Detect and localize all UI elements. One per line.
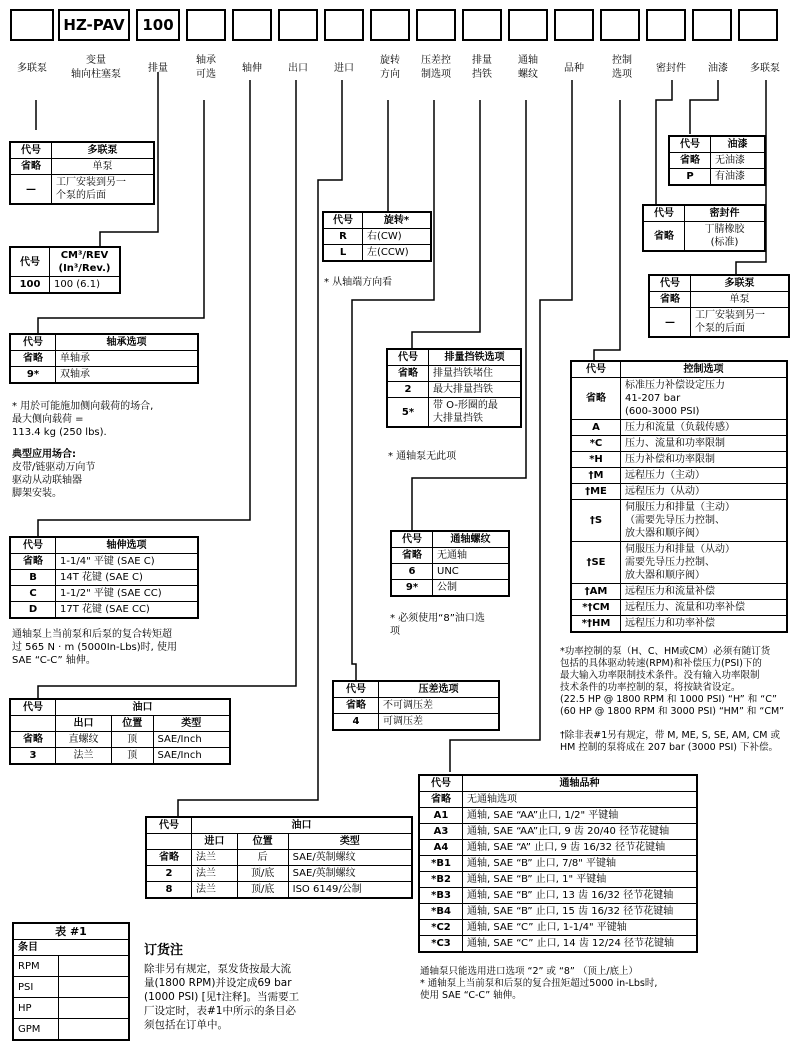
cell: GPM [13, 1019, 59, 1041]
cell: 丁腈橡胶 (标准) [685, 222, 766, 252]
label-bearing: 轴承 可选 [196, 55, 216, 80]
cell: 5* [387, 398, 429, 428]
app-title: 典型应用场合: [12, 449, 76, 460]
cell: 省略 [419, 792, 463, 808]
cell: 100 [10, 277, 50, 294]
cell: 单泵 [691, 292, 790, 308]
cell: 省略 [10, 732, 56, 748]
cell: 右(CW) [363, 229, 432, 245]
code-box-stop[interactable] [462, 9, 502, 41]
label-inlet: 进口 [334, 63, 354, 74]
cell: 无通轴 [433, 548, 510, 564]
cell: 通轴, SAE “C” 止口, 1-1/4" 平键轴 [463, 920, 698, 936]
label-outlet: 出口 [288, 63, 308, 74]
th-title: 油口 [56, 699, 231, 716]
cell: RPM [13, 956, 59, 977]
cell: 1-1/2" 平键 (SAE CC) [56, 586, 199, 602]
input-psi[interactable] [59, 977, 130, 998]
th-code: 代号 [10, 334, 56, 351]
code-box-comp[interactable] [416, 9, 456, 41]
th-title: 通轴螺纹 [433, 531, 510, 548]
th-code: 代号 [10, 247, 50, 277]
table-rotation [322, 211, 432, 262]
cell: 压力、流量和功率限制 [621, 436, 788, 452]
table-bearing [9, 333, 199, 384]
cell: P [669, 169, 711, 186]
cell: 法兰 [56, 748, 112, 765]
cell: 不可调压差 [379, 698, 500, 714]
table-paint [668, 135, 766, 186]
input-hp[interactable] [59, 998, 130, 1019]
cell: 左(CCW) [363, 245, 432, 262]
cell: 省略 [649, 292, 691, 308]
cell: 法兰 [192, 882, 238, 899]
cell: 最大排量挡铁 [429, 382, 522, 398]
th-code: 代号 [643, 205, 685, 222]
cell: 工厂安装到另一 个泵的后面 [52, 175, 155, 205]
cell: 省略 [10, 554, 56, 570]
cell: 100 (6.1) [50, 277, 121, 294]
app-text: 皮带/链驱动万向节 驱动从动联轴器 脚架安装。 [12, 462, 96, 499]
cell: ISO 6149/公制 [288, 882, 412, 899]
th-code: 代号 [649, 275, 691, 292]
cell: 1-1/4" 平键 (SAE C) [56, 554, 199, 570]
cell: 省略 [10, 351, 56, 367]
code-box-paint[interactable] [692, 9, 732, 41]
code-box-variety[interactable] [554, 9, 594, 41]
order-text: 除非另有规定，泵发货按最大流 量(1800 RPM)并设定成69 bar (1000 PSI) [见†注释]。当需要工 厂设定时，表#1中所示的条目必 须包括在订单中。 [144, 963, 300, 1031]
cell: 省略 [333, 698, 379, 714]
cell: L [323, 245, 363, 262]
cell: 远程压力和功率补偿 [621, 616, 788, 633]
cell: 省略 [571, 378, 621, 420]
code-box-multi2[interactable] [738, 9, 778, 41]
cell: 8 [146, 882, 192, 899]
cell: 通轴, SAE “A” 止口, 9 齿 16/32 径节花键轴 [463, 840, 698, 856]
label-seal: 密封件 [656, 63, 686, 74]
cell: 双轴承 [56, 367, 199, 384]
cell: D [10, 602, 56, 619]
cell: 通轴, SAE “B” 止口, 7/8" 平键轴 [463, 856, 698, 872]
code-box-inlet[interactable] [324, 9, 364, 41]
cell: 远程压力、流量和功率补偿 [621, 600, 788, 616]
table-multi [9, 141, 155, 205]
th-title: 表 #1 [13, 923, 129, 940]
cell: *B3 [419, 888, 463, 904]
th-code: 代号 [10, 699, 56, 716]
th-sub: 条目 [13, 940, 129, 956]
label-displacement: 排量 [148, 63, 168, 74]
th-code: 代号 [391, 531, 433, 548]
cell: †AM [571, 584, 621, 600]
cell: *†HM [571, 616, 621, 633]
cell: PSI [13, 977, 59, 998]
cell: *C2 [419, 920, 463, 936]
code-box-rotation[interactable] [370, 9, 410, 41]
table-1 [12, 922, 130, 1041]
cell: 伺服压力和排量（主动） （需要先导压力控制、 放大器和顺序阀） [621, 500, 788, 542]
label-multi2: 多联泵 [750, 63, 780, 74]
cell: SAE/英制螺纹 [288, 866, 412, 882]
th-code: 代号 [387, 349, 429, 366]
cell: 标准压力补偿设定压力 41-207 bar (600-3000 PSI) [621, 378, 788, 420]
label-rotation: 旋转 方向 [380, 55, 400, 80]
th-code: 代号 [333, 681, 379, 698]
cell: 带 O-形圈的最 大排量挡铁 [429, 398, 522, 428]
label-control: 控制 选项 [612, 55, 632, 80]
th-title: 多联泵 [691, 275, 790, 292]
cell: 17T 花键 (SAE CC) [56, 602, 199, 619]
line-control [594, 100, 620, 360]
th-title: 旋转* [363, 212, 432, 229]
input-gpm[interactable] [59, 1019, 130, 1041]
label-shaft: 轴伸 [242, 63, 262, 74]
cell: 排量挡铁堵住 [429, 366, 522, 382]
table-stop [386, 348, 522, 428]
table-outlet [9, 698, 231, 765]
cell: 6 [391, 564, 433, 580]
cell: 伺服压力和排量（从动） 需要先导压力控制、 放大器和顺序阀） [621, 542, 788, 584]
cell: 单轴承 [56, 351, 199, 367]
cell: 有油漆 [711, 169, 766, 186]
code-box-multi[interactable] [10, 9, 54, 41]
th-col: 进口 [192, 834, 238, 850]
cell: 通轴, SAE “AA”止口, 9 齿 20/40 径节花键轴 [463, 824, 698, 840]
cell: SAE/Inch [153, 732, 230, 748]
label-paint: 油漆 [708, 63, 728, 74]
label-thread: 通轴 螺纹 [518, 55, 538, 80]
cell: 9* [10, 367, 56, 384]
input-rpm[interactable] [59, 956, 130, 977]
cell: — [10, 175, 52, 205]
th-code: 代号 [419, 775, 463, 792]
cell: 压力和流量（负载传感） [621, 420, 788, 436]
cell: 3 [10, 748, 56, 765]
cell: 省略 [643, 222, 685, 252]
cell: *B1 [419, 856, 463, 872]
cell: 无油漆 [711, 153, 766, 169]
cell: 公制 [433, 580, 510, 597]
cell: 顶/底 [237, 866, 288, 882]
cell: UNC [433, 564, 510, 580]
th-title: 排量挡铁选项 [429, 349, 522, 366]
cell: 单泵 [52, 159, 155, 175]
cell: *†CM [571, 600, 621, 616]
th-col: 位置 [111, 716, 153, 732]
cell: 无通轴选项 [463, 792, 698, 808]
cell: 可调压差 [379, 714, 500, 731]
line-thread [412, 100, 526, 530]
cell: 省略 [146, 850, 192, 866]
cell: 压力补偿和功率限制 [621, 452, 788, 468]
cell: — [649, 308, 691, 338]
cell: 通轴, SAE “B” 止口, 13 齿 16/32 径节花键轴 [463, 888, 698, 904]
rotation-note: * 从轴端方向看 [324, 277, 393, 288]
bearing-note: * 用於可能施加侧向载荷的场合, 最大侧向载荷 = 113.4 kg (250 lbs). [12, 401, 154, 438]
th-title: CM³/REV (In³/Rev.) [50, 247, 121, 277]
cell: A3 [419, 824, 463, 840]
cell: †ME [571, 484, 621, 500]
cell: 通轴, SAE “B” 止口, 15 齿 16/32 径节花键轴 [463, 904, 698, 920]
th-code: 代号 [10, 142, 52, 159]
th-code: 代号 [146, 817, 192, 834]
stop-note: * 通轴泵无此项 [388, 451, 457, 462]
table-thread [390, 530, 510, 597]
th-title: 油口 [192, 817, 413, 834]
cell: HP [13, 998, 59, 1019]
cell: 工厂安装到另一 个泵的后面 [691, 308, 790, 338]
cell: C [10, 586, 56, 602]
cell: †M [571, 468, 621, 484]
cell: *B4 [419, 904, 463, 920]
cell: 法兰 [192, 866, 238, 882]
cell: †SE [571, 542, 621, 584]
cell: 后 [237, 850, 288, 866]
table-comp [332, 680, 500, 731]
cell: SAE/Inch [153, 748, 230, 765]
th-title: 轴伸选项 [56, 537, 199, 554]
label-comp: 压差控 制选项 [421, 55, 451, 80]
cell: R [323, 229, 363, 245]
th-col: 类型 [153, 716, 230, 732]
cell: 通轴, SAE “C” 止口, 14 齿 12/24 径节花键轴 [463, 936, 698, 953]
cell: 远程压力和流量补偿 [621, 584, 788, 600]
control-note-1: *功率控制的泵（H、C、HM或CM）必须有随订货 包括的具体驱动转速(RPM)和补偿压力(PSI)下的 最大输入功率限制技术条件。没有输入功率限制 技术条件的功率控制的泵，将按缺省设定。 (22.5 HP @ 1800 RPM 和 1000 PSI) “H” 和 “C” (60 HP @ 1800 RPM 和 3000 PSI) “HM” 和 “CM” [560, 646, 785, 717]
cell: 通轴, SAE “AA”止口, 1/2" 平键轴 [463, 808, 698, 824]
cell: 远程压力（主动） [621, 468, 788, 484]
table-inlet [145, 816, 413, 899]
label-multi: 多联泵 [17, 63, 47, 74]
table-multi2 [648, 274, 790, 338]
th-col: 类型 [288, 834, 412, 850]
cell: 省略 [387, 366, 429, 382]
th-title: 轴承选项 [56, 334, 199, 351]
table-shaft [9, 536, 199, 619]
cell: B [10, 570, 56, 586]
th-title: 控制选项 [621, 361, 788, 378]
table-seal [642, 204, 766, 252]
table-control [570, 360, 788, 633]
th-code: 代号 [669, 136, 711, 153]
cell: 4 [333, 714, 379, 731]
table-variety [418, 774, 698, 953]
th-code: 代号 [10, 537, 56, 554]
th-title: 油漆 [711, 136, 766, 153]
line-paint [690, 80, 718, 134]
cell: 9* [391, 580, 433, 597]
shaft-note: 通轴泵上当前泵和后泵的复合转矩超 过 565 N · m (5000In-Lbs)时, 使用 SAE “C-C” 轴伸。 [12, 629, 178, 666]
code-box-thread[interactable] [508, 9, 548, 41]
cell: 法兰 [192, 850, 238, 866]
cell: 省略 [10, 159, 52, 175]
cell: †S [571, 500, 621, 542]
cell: SAE/英制螺纹 [288, 850, 412, 866]
cell: 顶/底 [237, 882, 288, 899]
th-title: 密封件 [685, 205, 766, 222]
cell: A [571, 420, 621, 436]
th-title: 压差选项 [379, 681, 500, 698]
label-variety: 品种 [564, 63, 584, 74]
th-col: 出口 [56, 716, 112, 732]
th-title: 通轴品种 [463, 775, 698, 792]
label-stop: 排量 挡铁 [472, 55, 492, 80]
cell: 省略 [391, 548, 433, 564]
cell: 顶 [111, 748, 153, 765]
th-code: 代号 [571, 361, 621, 378]
cell: *C [571, 436, 621, 452]
code-box-bearing[interactable] [186, 9, 226, 41]
cell: A4 [419, 840, 463, 856]
control-note-2: †除非表#1另有规定，带 M, ME, S, SE, AM, CM 或 HM 控制的泵将成在 207 bar (3000 PSI) 下补偿。 [560, 730, 780, 753]
thread-note: * 必须使用“8”油口选 项 [390, 613, 485, 637]
cell: 顶 [111, 732, 153, 748]
code-box-control[interactable] [600, 9, 640, 41]
code-box-displacement[interactable]: 100 [136, 9, 180, 41]
order-title: 订货注 [144, 943, 184, 958]
cell: 2 [387, 382, 429, 398]
cell: 远程压力（从动） [621, 484, 788, 500]
table-displacement [9, 246, 121, 294]
code-box-outlet[interactable] [278, 9, 318, 41]
cell: 直螺纹 [56, 732, 112, 748]
code-box-seal[interactable] [646, 9, 686, 41]
cell: *B2 [419, 872, 463, 888]
code-box-shaft[interactable] [232, 9, 272, 41]
cell: *C3 [419, 936, 463, 953]
label-variable: 变量 轴向柱塞泵 [71, 55, 121, 80]
th-col: 位置 [237, 834, 288, 850]
line-bearing [38, 100, 204, 334]
cell: 省略 [669, 153, 711, 169]
cell: *H [571, 452, 621, 468]
cell: 通轴, SAE “B” 止口, 1" 平键轴 [463, 872, 698, 888]
code-box-model[interactable]: HZ-PAV [58, 9, 130, 41]
variety-note: 通轴泵只能选用进口选项 “2” 或 “8” （顶上/底上） * 通轴泵上当前泵和后泵的复合扭矩超过5000 in-Lbs时, 使用 SAE “C-C” 轴伸。 [420, 966, 658, 1001]
th-title: 多联泵 [52, 142, 155, 159]
th-code: 代号 [323, 212, 363, 229]
cell: A1 [419, 808, 463, 824]
cell: 2 [146, 866, 192, 882]
cell: 14T 花键 (SAE C) [56, 570, 199, 586]
